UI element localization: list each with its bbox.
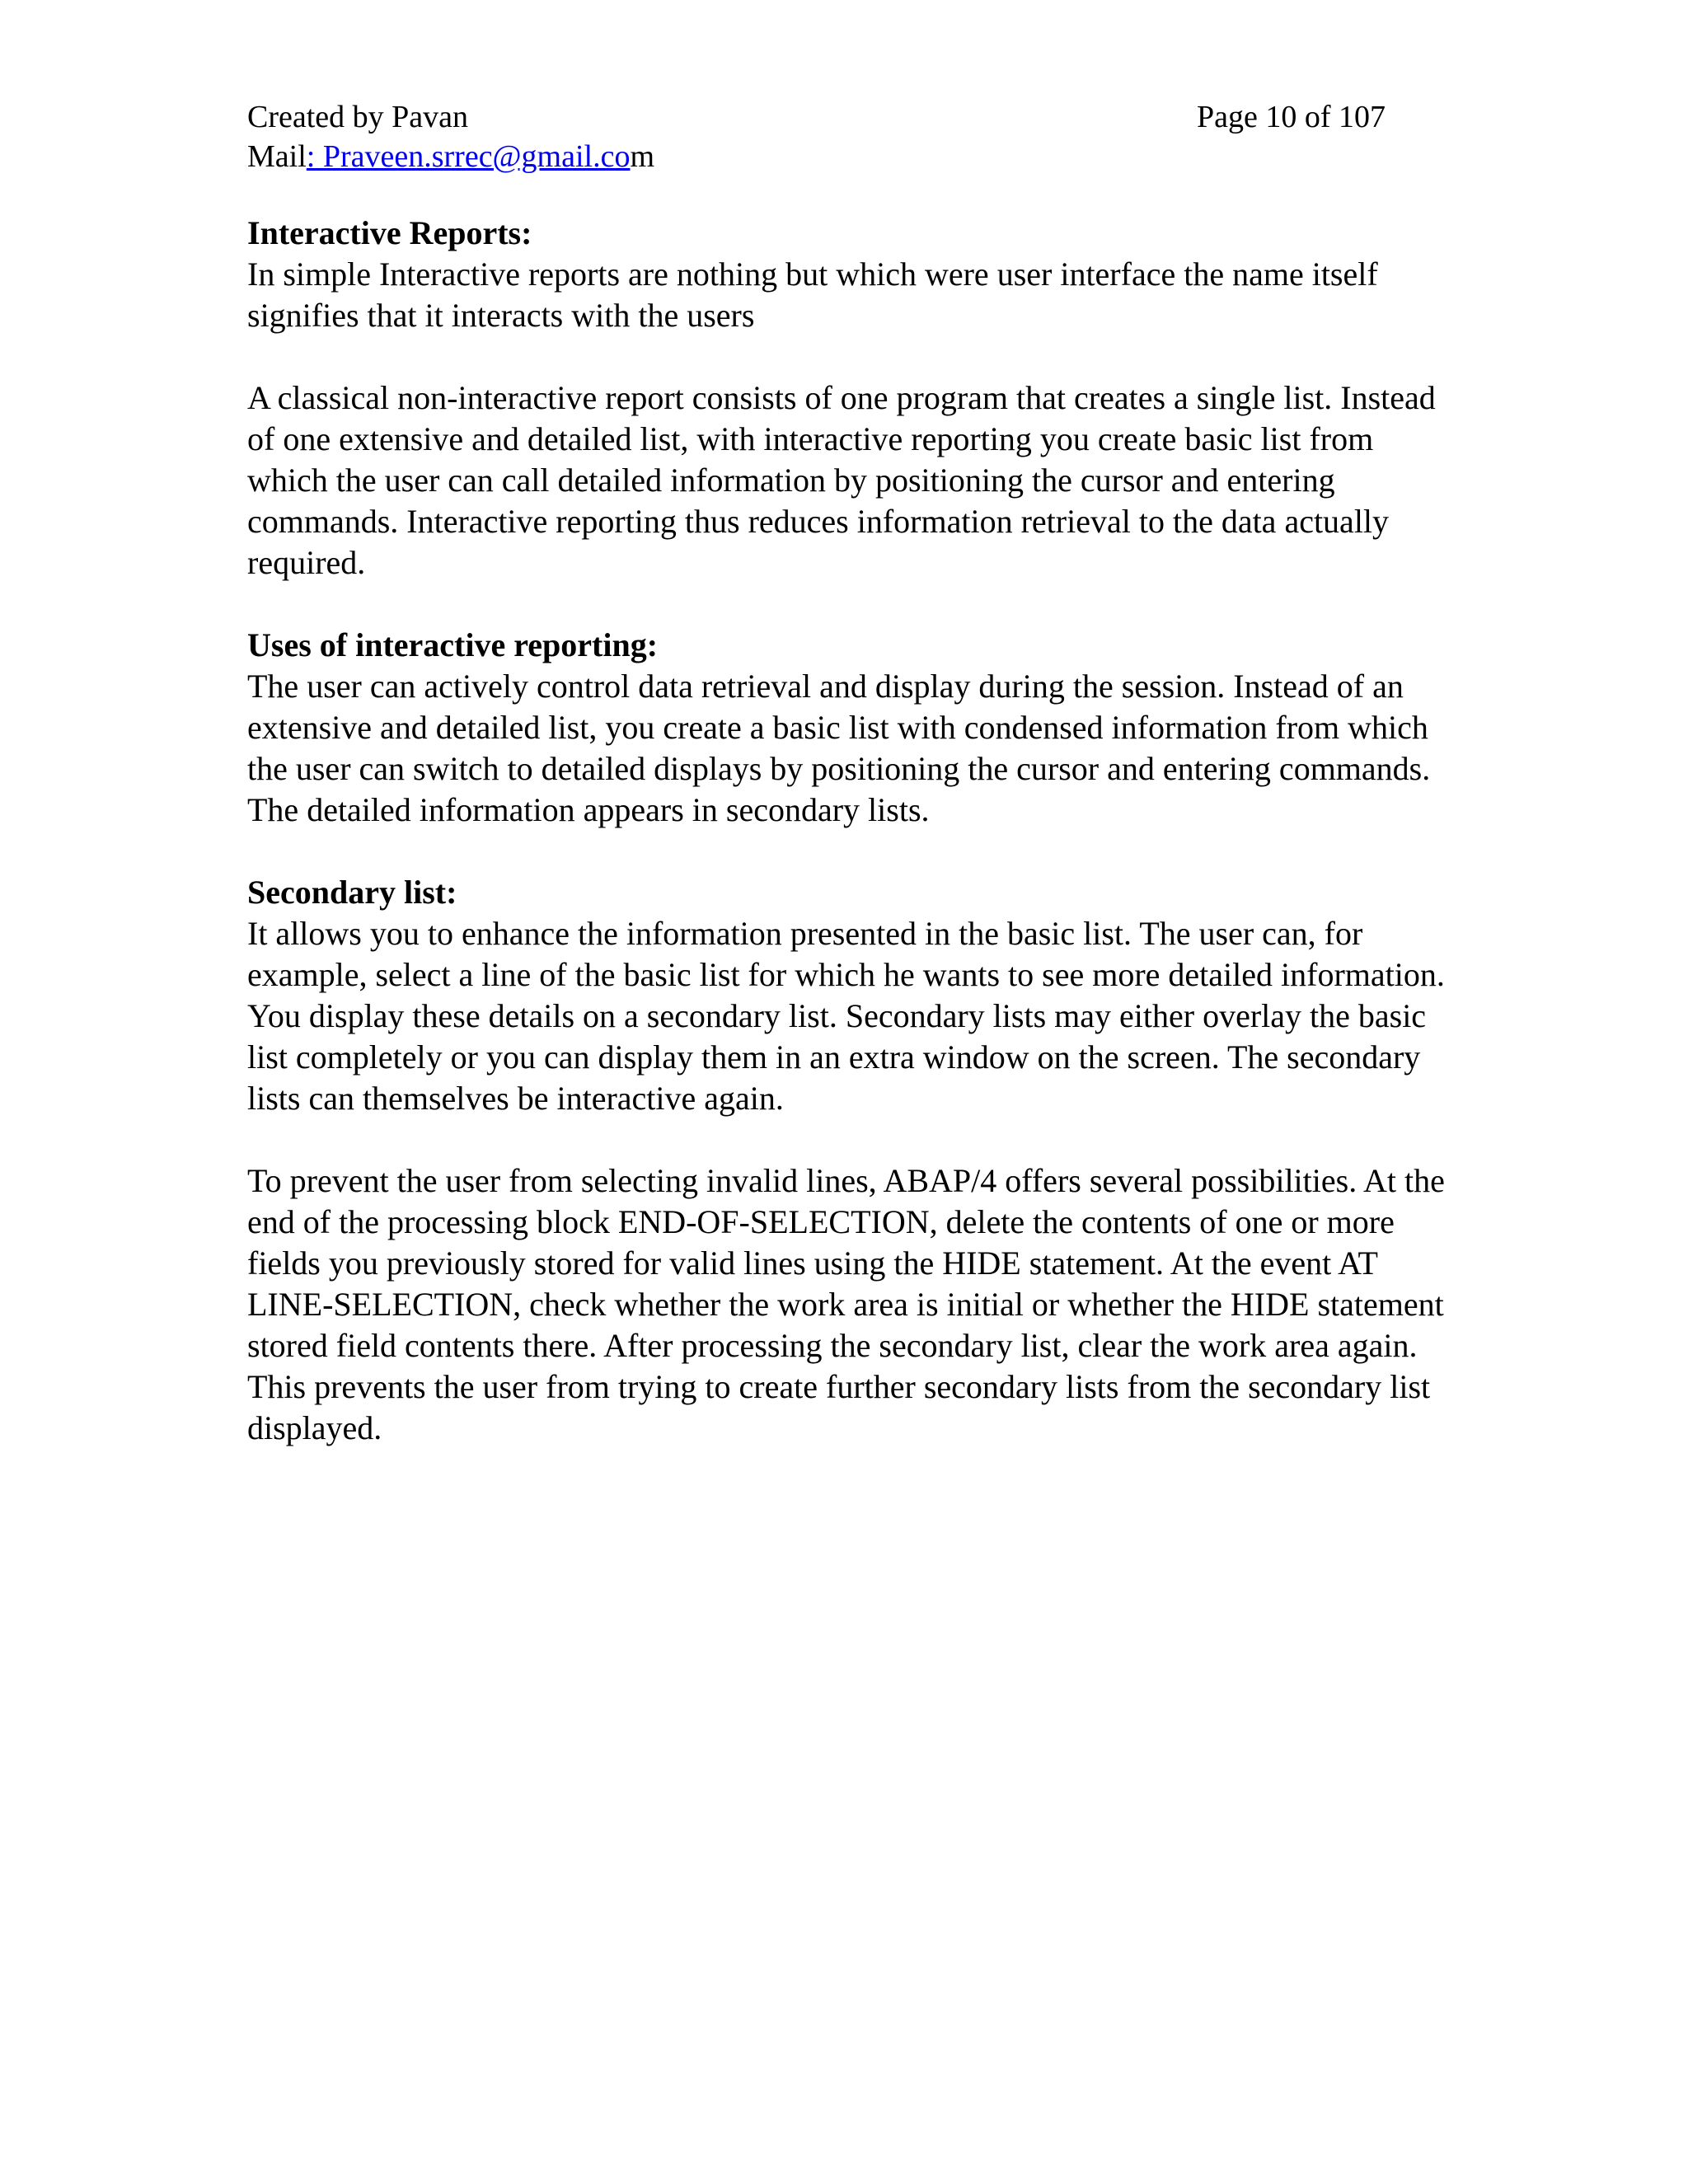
paragraph-gap bbox=[247, 336, 1451, 377]
created-by-text: Created by Pavan bbox=[247, 100, 469, 134]
section-heading: Uses of interactive reporting: bbox=[247, 626, 659, 663]
paragraph: A classical non-interactive report consists of one program that creates a single list. Instead of one extensive and detailed list, with interactive reporting you create basic list from which the user can call detailed information by positioning the cursor and entering commands. Interactive reporting thus reduces information retrieval to the data actually required. bbox=[247, 379, 1436, 581]
section-interactive-reports bbox=[247, 213, 1451, 583]
mail-line bbox=[247, 137, 654, 176]
mail-suffix: m bbox=[630, 139, 655, 174]
section-gap bbox=[247, 583, 1451, 625]
document-body bbox=[247, 213, 1451, 1449]
paragraph: To prevent the user from selecting invalid lines, ABAP/4 offers several possibilities. At the end of the processing block END-OF-SELECTION, delete the contents of one or more fields you previously stored for valid lines using the HIDE statement. At the event AT LINE-SELECTION, check whether the work area is initial or whether the HIDE statement stored field contents there. After processing the secondary list, clear the work area again. This prevents the user from trying to create further secondary lists from the secondary list displayed. bbox=[247, 1162, 1445, 1446]
paragraph: It allows you to enhance the information presented in the basic list. The user can, for example, select a line of the basic list for which he wants to see more detailed information. You display these details on a secondary list. Secondary lists may either overlay the basic list completely or you can display them in an extra window on the screen. The secondary lists can themselves be interactive again. bbox=[247, 915, 1445, 1117]
section-heading: Secondary list: bbox=[247, 874, 457, 911]
page-number: Page 10 of 107 bbox=[1197, 100, 1386, 134]
section-gap bbox=[247, 831, 1451, 872]
paragraph: In simple Interactive reports are nothing but which were user interface the name itself signifies that it interacts with the users bbox=[247, 255, 1378, 334]
paragraph: The user can actively control data retrieval and display during the session. Instead of an extensive and detailed list, you create a basic list with condensed information from which the user can switch to detailed displays by positioning the cursor and entering commands. The detailed information appears in secondary lists. bbox=[247, 668, 1431, 828]
mail-link[interactable]: : Praveen.srrec@gmail.co bbox=[306, 139, 631, 174]
mail-prefix: Mail bbox=[247, 139, 307, 174]
section-heading: Interactive Reports: bbox=[247, 214, 532, 251]
paragraph-gap bbox=[247, 1119, 1451, 1160]
section-uses-of-interactive-reporting bbox=[247, 625, 1451, 831]
section-secondary-list bbox=[247, 872, 1451, 1449]
